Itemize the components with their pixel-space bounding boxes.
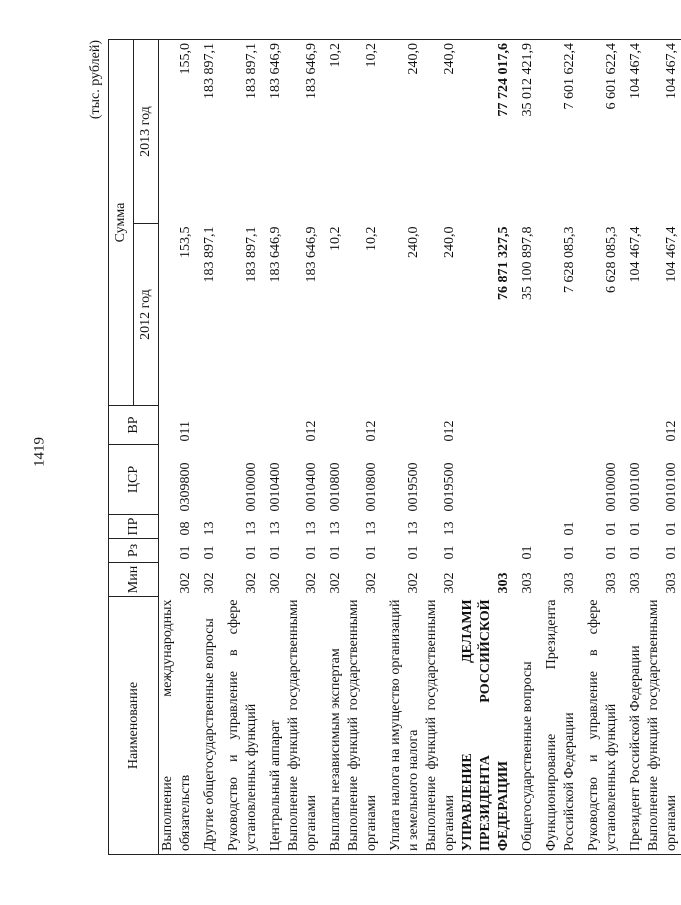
row-rz: 01 [268,545,283,560]
header-min: Мин [109,563,159,597]
row-name: Выполнение функций государственными органами [345,597,381,855]
row-csr: 0010800 [364,462,379,512]
row-2012: 240,0 [406,226,421,258]
row-name: Общегосударственные вопросы [513,597,537,855]
row-rz: 01 [406,545,421,560]
row-2012: 183 897,1 [202,226,217,283]
row-2012: 183 646,9 [304,226,319,283]
row-pr: 08 [178,521,193,536]
row-min: 303 [562,572,577,594]
row-pr: 13 [268,521,283,536]
row-name: Функционирование Президента Российской Федерации [537,597,579,855]
row-2013: 183 897,1 [219,40,261,224]
table-row [423,40,459,855]
header-pr: ПР [109,515,159,539]
table-row [345,40,381,855]
header-name: Наименование [109,597,159,855]
row-2013: 155,0 [159,40,196,224]
row-csr: 0010000 [604,462,619,512]
header-2012: 2012 год [134,224,159,406]
row-min: 302 [178,572,193,594]
table-row [261,40,285,855]
row-csr: 0010800 [328,462,343,512]
table-row [537,40,579,855]
row-pr: 01 [604,521,619,536]
row-vr [621,406,645,445]
row-pr: 13 [304,521,319,536]
row-name: Центральный аппарат [261,597,285,855]
row-2012: 7 628 085,3 [562,226,577,293]
row-csr [537,445,579,515]
header-2013: 2013 год [134,40,159,224]
table-row [513,40,537,855]
row-vr [321,406,345,445]
row-2012: 183 646,9 [268,226,283,283]
row-2012: 10,2 [364,226,379,251]
row-2012: 76 871 327,5 [496,226,511,300]
table-row [159,40,196,855]
row-2012: 104 467,4 [628,226,643,283]
row-2013: 183 897,1 [195,40,219,224]
row-pr [459,515,513,539]
row-min: 302 [328,572,343,594]
table-row [219,40,261,855]
row-2013: 10,2 [321,40,345,224]
row-vr: 012 [364,420,379,442]
row-2013: 104 467,4 [645,40,681,224]
row-csr [195,445,219,515]
row-2013: 240,0 [423,40,459,224]
header-sum: Сумма [109,40,134,406]
row-min: 302 [442,572,457,594]
row-vr [219,406,261,445]
row-2013: 183 646,9 [285,40,321,224]
row-2013: 7 601 622,4 [537,40,579,224]
row-name: Уплата налога на имущество организаций и земельного налога [381,597,423,855]
row-rz: 01 [178,545,193,560]
row-pr: 13 [202,521,217,536]
row-csr: 0019500 [442,462,457,512]
row-csr [459,445,513,515]
row-csr: 0309800 [178,462,193,512]
row-min: 302 [364,572,379,594]
row-pr: 13 [442,521,457,536]
row-csr [513,445,537,515]
table-row [321,40,345,855]
table-row [195,40,219,855]
row-vr [537,406,579,445]
row-2013: 104 467,4 [621,40,645,224]
row-csr: 0010100 [664,462,679,512]
row-pr: 01 [664,521,679,536]
row-min: 302 [304,572,319,594]
row-name: Выполнение функций государственными органами [645,597,681,855]
row-rz [459,539,513,563]
row-pr [513,515,537,539]
row-name: Выполнение функций государственными органами [285,597,321,855]
row-2012: 240,0 [442,226,457,258]
table-row [381,40,423,855]
row-rz: 01 [664,545,679,560]
row-rz: 01 [244,545,259,560]
row-vr [513,406,537,445]
table-row [285,40,321,855]
row-2013: 6 601 622,4 [579,40,621,224]
row-name: Выполнение функций государственными органами [423,597,459,855]
row-pr: 13 [364,521,379,536]
row-min: 303 [664,572,679,594]
row-2013: 10,2 [345,40,381,224]
header-rz: Рз [109,539,159,563]
row-pr: 13 [244,521,259,536]
row-rz: 01 [520,545,535,560]
table-row [621,40,645,855]
row-name: Руководство и управление в сфере установленных функций [219,597,261,855]
row-rz: 01 [364,545,379,560]
row-min: 302 [244,572,259,594]
row-name: Руководство и управление в сфере установленных функций [579,597,621,855]
row-2012: 35 100 897,8 [520,226,535,300]
row-min: 302 [268,572,283,594]
row-pr: 13 [328,521,343,536]
row-rz: 01 [328,545,343,560]
row-2013: 183 646,9 [261,40,285,224]
row-csr: 0010400 [304,462,319,512]
row-vr [579,406,621,445]
row-pr: 01 [628,521,643,536]
row-min: 302 [406,572,421,594]
header-csr: ЦСР [109,445,159,515]
row-name: Президент Российской Федерации [621,597,645,855]
row-pr: 13 [406,521,421,536]
row-csr: 0010000 [244,462,259,512]
budget-table [108,39,681,855]
row-rz: 01 [628,545,643,560]
row-rz: 01 [562,545,577,560]
row-name: Выполнение международных обязательств [159,597,196,855]
row-vr [261,406,285,445]
row-vr [195,406,219,445]
row-csr: 0010100 [628,462,643,512]
row-min: 302 [202,572,217,594]
row-vr: 012 [304,420,319,442]
row-vr: 012 [442,420,457,442]
row-vr [381,406,423,445]
page-number: 1419 [31,437,48,467]
row-min: 303 [496,572,511,594]
table-row [459,40,513,855]
row-min: 303 [520,572,535,594]
header-vr: ВР [109,406,159,445]
row-vr: 012 [664,420,679,442]
row-2013: 77 724 017,6 [459,40,513,224]
row-vr [459,406,513,445]
row-2013: 35 012 421,9 [513,40,537,224]
rotated-page [88,40,679,855]
row-2012: 153,5 [178,226,193,258]
row-csr: 0019500 [406,462,421,512]
row-min: 303 [628,572,643,594]
row-name: Выплаты независимым экспертам [321,597,345,855]
row-name: УПРАВЛЕНИЕ ДЕЛАМИ ПРЕЗИДЕНТА РОССИЙСКОЙ ФЕДЕРАЦИИ [459,597,513,855]
row-rz: 01 [442,545,457,560]
units-label: (тыс. рублей) [88,40,103,120]
row-rz: 01 [604,545,619,560]
row-2012: 183 897,1 [244,226,259,283]
row-2013: 240,0 [381,40,423,224]
row-vr: 011 [178,421,193,442]
row-rz: 01 [202,545,217,560]
row-csr: 0010400 [268,462,283,512]
row-2012: 104 467,4 [664,226,679,283]
row-rz: 01 [304,545,319,560]
row-pr: 01 [562,521,577,536]
table-row [645,40,681,855]
table-row [579,40,621,855]
row-2012: 10,2 [328,226,343,251]
row-2012: 6 628 085,3 [604,226,619,293]
row-min: 303 [604,572,619,594]
row-name: Другие общегосударственные вопросы [195,597,219,855]
